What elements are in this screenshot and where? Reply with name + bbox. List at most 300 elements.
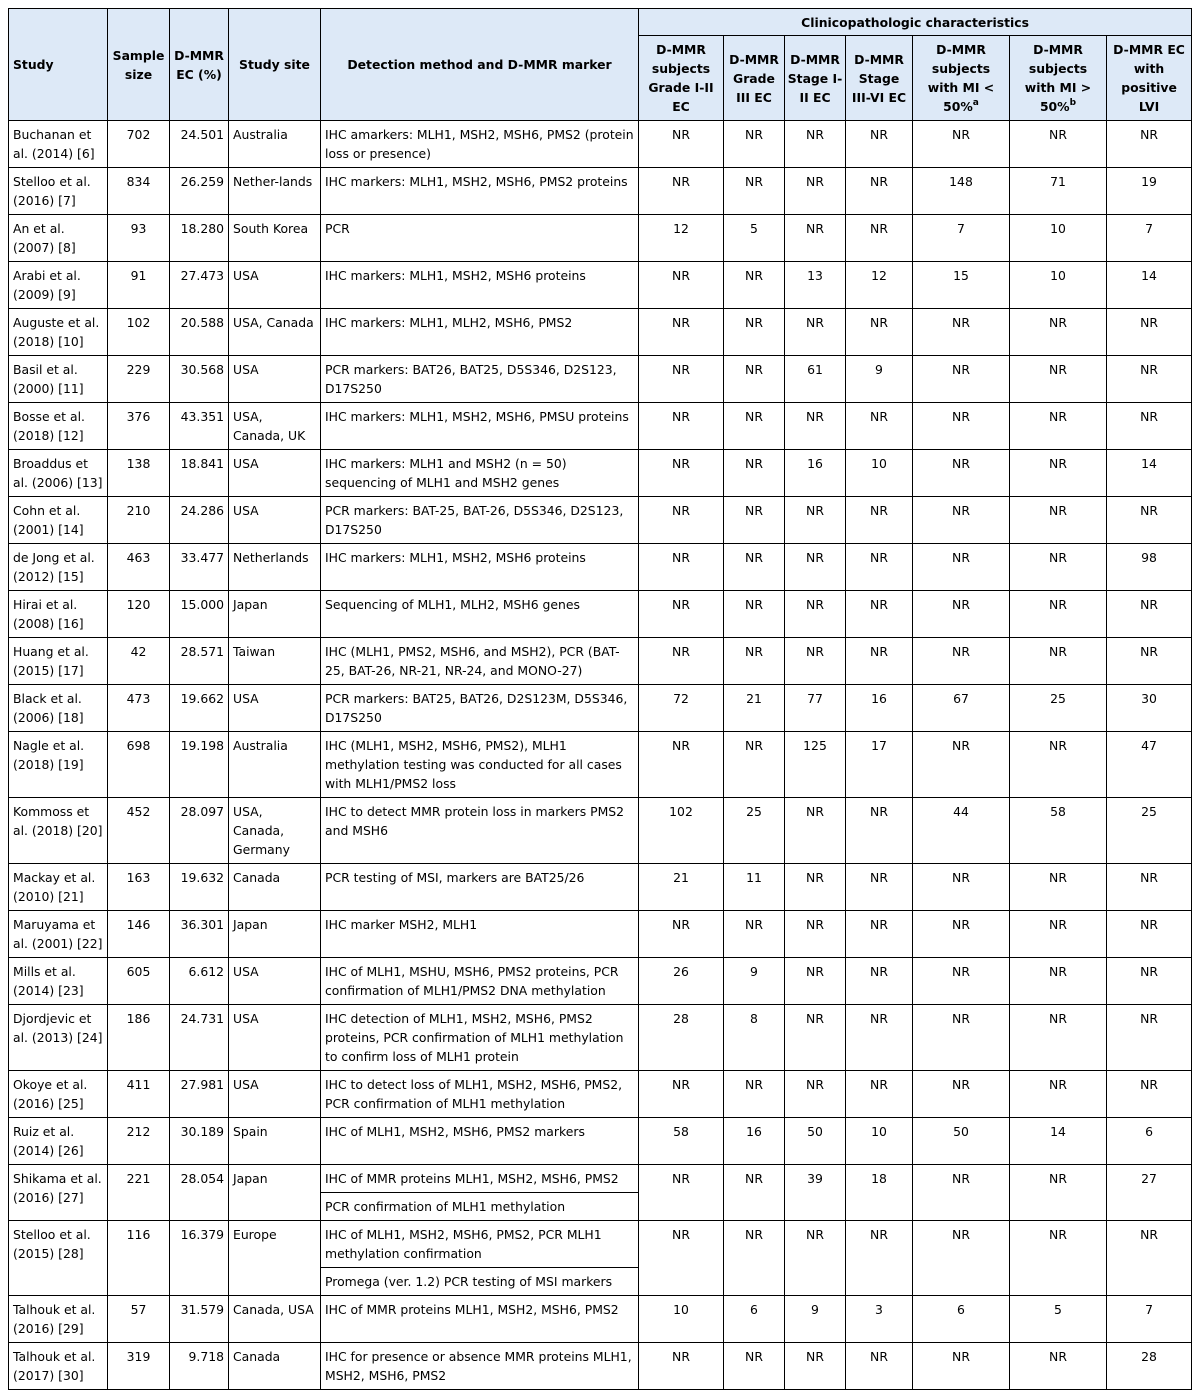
cell-mi-lt: 50 — [913, 1118, 1010, 1165]
cell-mi-lt: 15 — [913, 262, 1010, 309]
cell-method — [321, 958, 639, 1005]
col-header-stage-1-2: D-MMR Stage I-II EC — [785, 36, 846, 121]
cell-mi-gt: NR — [1010, 732, 1107, 798]
cell-study: Talhouk et al. (2016) [29] — [9, 1296, 108, 1343]
cell-lvi: 19 — [1107, 168, 1192, 215]
footnote-marker-b: b — [1069, 98, 1077, 108]
cell-study: Cohn et al. (2001) [14] — [9, 497, 108, 544]
cell-grade12: NR — [639, 450, 724, 497]
cell-sample: 91 — [108, 262, 170, 309]
cell-stage36: NR — [846, 911, 913, 958]
method-line: IHC markers: MLH1, MSH2, MSH6, PMSU proteins — [325, 409, 629, 424]
cell-study: Kommoss et al. (2018) [20] — [9, 798, 108, 864]
cell-stage12: 9 — [785, 1296, 846, 1343]
method-line: PCR confirmation of MLH1 methylation — [321, 1192, 638, 1220]
cell-stage12: NR — [785, 638, 846, 685]
cell-dmmr-pct: 28.571 — [170, 638, 229, 685]
cell-grade3: 5 — [724, 215, 785, 262]
cell-mi-gt: NR — [1010, 356, 1107, 403]
cell-sample: 212 — [108, 1118, 170, 1165]
cell-stage12: NR — [785, 1071, 846, 1118]
method-line: IHC markers: MLH1, MSH2, MSH6 proteins — [325, 550, 586, 565]
cell-method — [321, 1118, 639, 1165]
cell-stage36: 9 — [846, 356, 913, 403]
cell-mi-lt: NR — [913, 591, 1010, 638]
cell-mi-lt: NR — [913, 1071, 1010, 1118]
cell-grade3: NR — [724, 638, 785, 685]
cell-grade3: NR — [724, 262, 785, 309]
cell-lvi: NR — [1107, 121, 1192, 168]
cell-mi-gt: NR — [1010, 911, 1107, 958]
cell-grade12: NR — [639, 732, 724, 798]
method-line: IHC amarkers: MLH1, MSH2, MSH6, PMS2 (protein loss or presence) — [325, 127, 634, 161]
cell-grade12: NR — [639, 121, 724, 168]
cell-mi-lt: NR — [913, 1165, 1010, 1221]
table-row — [9, 958, 1192, 1005]
col-header-positive-lvi: D-MMR EC with positive LVI — [1107, 36, 1192, 121]
cell-stage36: NR — [846, 798, 913, 864]
cell-grade12: NR — [639, 1165, 724, 1221]
cell-grade3: NR — [724, 450, 785, 497]
cell-mi-lt: NR — [913, 638, 1010, 685]
cell-grade3: 21 — [724, 685, 785, 732]
cell-stage12: NR — [785, 1005, 846, 1071]
cell-study: Talhouk et al. (2017) [30] — [9, 1343, 108, 1390]
cell-stage12: 39 — [785, 1165, 846, 1221]
table-row — [9, 309, 1192, 356]
table-row — [9, 544, 1192, 591]
col-header-study-site: Study site — [229, 9, 321, 121]
table-row — [9, 1165, 1192, 1221]
cell-mi-lt: 67 — [913, 685, 1010, 732]
table-row — [9, 450, 1192, 497]
cell-stage36: NR — [846, 215, 913, 262]
cell-grade12: 21 — [639, 864, 724, 911]
cell-site: Australia — [229, 121, 321, 168]
method-line: IHC of MLH1, MSH2, MSH6, PMS2, PCR MLH1 methylation confirmation — [325, 1227, 602, 1261]
cell-stage12: NR — [785, 911, 846, 958]
cell-grade3: NR — [724, 168, 785, 215]
cell-method — [321, 497, 639, 544]
cell-grade3: 11 — [724, 864, 785, 911]
cell-mi-gt: 14 — [1010, 1118, 1107, 1165]
cell-grade3: NR — [724, 1221, 785, 1296]
cell-grade3: 6 — [724, 1296, 785, 1343]
table-row — [9, 685, 1192, 732]
cell-grade3: 9 — [724, 958, 785, 1005]
cell-dmmr-pct: 24.731 — [170, 1005, 229, 1071]
cell-mi-lt: NR — [913, 911, 1010, 958]
cell-site: Nether-lands — [229, 168, 321, 215]
cell-lvi: NR — [1107, 1005, 1192, 1071]
cell-stage36: NR — [846, 121, 913, 168]
cell-lvi: 25 — [1107, 798, 1192, 864]
cell-stage36: NR — [846, 638, 913, 685]
cell-lvi: NR — [1107, 497, 1192, 544]
method-line: IHC markers: MLH1, MLH2, MSH6, PMS2 — [325, 315, 573, 330]
cell-grade12: NR — [639, 544, 724, 591]
cell-sample: 319 — [108, 1343, 170, 1390]
cell-grade12: NR — [639, 309, 724, 356]
method-line: IHC markers: MLH1, MSH2, MSH6 proteins — [325, 268, 586, 283]
cell-dmmr-pct: 28.097 — [170, 798, 229, 864]
cell-dmmr-pct: 15.000 — [170, 591, 229, 638]
cell-method — [321, 1165, 639, 1221]
table-row — [9, 1005, 1192, 1071]
table-row — [9, 1118, 1192, 1165]
cell-grade12: 28 — [639, 1005, 724, 1071]
col-header-study: Study — [9, 9, 108, 121]
cell-sample: 163 — [108, 864, 170, 911]
table-row — [9, 732, 1192, 798]
cell-mi-gt: NR — [1010, 591, 1107, 638]
cell-stage12: NR — [785, 1221, 846, 1296]
cell-mi-gt: 5 — [1010, 1296, 1107, 1343]
cell-stage12: 61 — [785, 356, 846, 403]
cell-site: USA — [229, 356, 321, 403]
cell-sample: 605 — [108, 958, 170, 1005]
cell-dmmr-pct: 28.054 — [170, 1165, 229, 1221]
cell-study: Arabi et al. (2009) [9] — [9, 262, 108, 309]
cell-site: USA, Canada — [229, 309, 321, 356]
cell-stage36: NR — [846, 309, 913, 356]
method-line: PCR markers: BAT25, BAT26, D2S123M, D5S346, D17S250 — [325, 691, 628, 725]
cell-grade12: NR — [639, 1071, 724, 1118]
cell-stage36: NR — [846, 1221, 913, 1296]
cell-lvi: NR — [1107, 356, 1192, 403]
cell-site: Canada, USA — [229, 1296, 321, 1343]
cell-stage12: 77 — [785, 685, 846, 732]
cell-method — [321, 215, 639, 262]
cell-dmmr-pct: 36.301 — [170, 911, 229, 958]
method-line: IHC (MLH1, PMS2, MSH6, and MSH2), PCR (BAT-25, BAT-26, NR-21, NR-24, and MONO-27) — [325, 644, 620, 678]
cell-study: Maruyama et al. (2001) [22] — [9, 911, 108, 958]
cell-grade3: 16 — [724, 1118, 785, 1165]
cell-grade12: NR — [639, 1343, 724, 1390]
cell-mi-lt: NR — [913, 497, 1010, 544]
cell-lvi: 28 — [1107, 1343, 1192, 1390]
cell-lvi: 14 — [1107, 262, 1192, 309]
cell-dmmr-pct: 18.841 — [170, 450, 229, 497]
method-line: PCR testing of MSI, markers are BAT25/26 — [325, 870, 585, 885]
table-row — [9, 911, 1192, 958]
cell-stage36: 12 — [846, 262, 913, 309]
cell-grade3: 25 — [724, 798, 785, 864]
cell-lvi: NR — [1107, 403, 1192, 450]
cell-study: Stelloo et al. (2015) [28] — [9, 1221, 108, 1296]
method-line: IHC of MMR proteins MLH1, MSH2, MSH6, PMS2 — [325, 1302, 619, 1317]
cell-grade3: NR — [724, 911, 785, 958]
cell-stage36: NR — [846, 1005, 913, 1071]
cell-study: Mackay et al. (2010) [21] — [9, 864, 108, 911]
table-row — [9, 1296, 1192, 1343]
cell-stage36: NR — [846, 168, 913, 215]
cell-site: USA — [229, 262, 321, 309]
cell-grade12: 58 — [639, 1118, 724, 1165]
cell-dmmr-pct: 27.981 — [170, 1071, 229, 1118]
cell-mi-lt: NR — [913, 309, 1010, 356]
cell-method — [321, 638, 639, 685]
cell-mi-lt: NR — [913, 1343, 1010, 1390]
cell-grade3: 8 — [724, 1005, 785, 1071]
cell-dmmr-pct: 33.477 — [170, 544, 229, 591]
cell-site: USA — [229, 1071, 321, 1118]
cell-grade12: NR — [639, 911, 724, 958]
cell-grade3: NR — [724, 732, 785, 798]
cell-lvi: 7 — [1107, 1296, 1192, 1343]
cell-stage12: NR — [785, 497, 846, 544]
table-row — [9, 1071, 1192, 1118]
cell-stage12: NR — [785, 215, 846, 262]
cell-sample: 221 — [108, 1165, 170, 1221]
cell-sample: 57 — [108, 1296, 170, 1343]
cell-sample: 473 — [108, 685, 170, 732]
table-body — [9, 121, 1192, 1390]
cell-method — [321, 591, 639, 638]
cell-dmmr-pct: 18.280 — [170, 215, 229, 262]
cell-lvi: NR — [1107, 309, 1192, 356]
cell-dmmr-pct: 24.501 — [170, 121, 229, 168]
cell-sample: 702 — [108, 121, 170, 168]
col-header-grade-1-2: D-MMR subjects Grade I-II EC — [639, 36, 724, 121]
method-line: IHC for presence or absence MMR proteins MLH1, MSH2, MSH6, PMS2 — [325, 1349, 632, 1383]
col-header-mi-lt-50-label: D-MMR subjects with MI < 50% — [927, 42, 995, 114]
cell-sample: 834 — [108, 168, 170, 215]
cell-grade3: NR — [724, 121, 785, 168]
cell-stage36: NR — [846, 1071, 913, 1118]
cell-grade3: NR — [724, 591, 785, 638]
cell-grade3: NR — [724, 544, 785, 591]
cell-mi-lt: NR — [913, 121, 1010, 168]
table-row — [9, 356, 1192, 403]
table-row — [9, 215, 1192, 262]
cell-mi-lt: NR — [913, 544, 1010, 591]
cell-method — [321, 864, 639, 911]
method-line: PCR markers: BAT-25, BAT-26, D5S346, D2S123, D17S250 — [325, 503, 624, 537]
cell-study: Ruiz et al. (2014) [26] — [9, 1118, 108, 1165]
cell-method — [321, 121, 639, 168]
cell-sample: 210 — [108, 497, 170, 544]
cell-mi-gt: NR — [1010, 403, 1107, 450]
cell-stage12: NR — [785, 168, 846, 215]
cell-method — [321, 356, 639, 403]
cell-mi-lt: NR — [913, 864, 1010, 911]
method-line: IHC to detect loss of MLH1, MSH2, MSH6, PMS2, PCR confirmation of MLH1 methylation — [325, 1077, 623, 1111]
cell-sample: 120 — [108, 591, 170, 638]
cell-stage12: NR — [785, 864, 846, 911]
cell-sample: 698 — [108, 732, 170, 798]
footnote-marker-a: a — [972, 98, 979, 108]
cell-grade12: 26 — [639, 958, 724, 1005]
method-line: IHC marker MSH2, MLH1 — [325, 917, 478, 932]
cell-study: Shikama et al. (2016) [27] — [9, 1165, 108, 1221]
cell-grade12: NR — [639, 497, 724, 544]
cell-mi-lt: 6 — [913, 1296, 1010, 1343]
cell-stage36: NR — [846, 497, 913, 544]
cell-grade3: NR — [724, 356, 785, 403]
cell-dmmr-pct: 27.473 — [170, 262, 229, 309]
cell-method — [321, 450, 639, 497]
cell-grade3: NR — [724, 309, 785, 356]
cell-grade12: 10 — [639, 1296, 724, 1343]
cell-dmmr-pct: 30.568 — [170, 356, 229, 403]
cell-lvi: NR — [1107, 1221, 1192, 1296]
cell-dmmr-pct: 24.286 — [170, 497, 229, 544]
cell-mi-lt: 7 — [913, 215, 1010, 262]
cell-stage36: NR — [846, 591, 913, 638]
cell-grade3: NR — [724, 1165, 785, 1221]
cell-study: Black et al. (2006) [18] — [9, 685, 108, 732]
dmmr-studies-table — [8, 8, 1192, 1390]
cell-lvi: 98 — [1107, 544, 1192, 591]
cell-method — [321, 798, 639, 864]
cell-method — [321, 732, 639, 798]
cell-study: Auguste et al. (2018) [10] — [9, 309, 108, 356]
cell-grade12: 12 — [639, 215, 724, 262]
cell-mi-gt: NR — [1010, 1005, 1107, 1071]
cell-dmmr-pct: 43.351 — [170, 403, 229, 450]
cell-mi-lt: NR — [913, 732, 1010, 798]
cell-sample: 463 — [108, 544, 170, 591]
method-line: Promega (ver. 1.2) PCR testing of MSI markers — [321, 1267, 638, 1295]
cell-stage36: 3 — [846, 1296, 913, 1343]
cell-grade3: NR — [724, 1343, 785, 1390]
cell-mi-lt: NR — [913, 1005, 1010, 1071]
cell-dmmr-pct: 9.718 — [170, 1343, 229, 1390]
table-container — [8, 8, 1192, 1390]
cell-mi-gt: NR — [1010, 1343, 1107, 1390]
cell-stage12: 16 — [785, 450, 846, 497]
cell-lvi: NR — [1107, 958, 1192, 1005]
cell-stage12: 125 — [785, 732, 846, 798]
cell-method — [321, 1005, 639, 1071]
cell-stage12: NR — [785, 798, 846, 864]
cell-sample: 229 — [108, 356, 170, 403]
cell-study: Huang et al. (2015) [17] — [9, 638, 108, 685]
col-header-grade-3: D-MMR Grade III EC — [724, 36, 785, 121]
cell-stage36: 17 — [846, 732, 913, 798]
cell-mi-gt: 25 — [1010, 685, 1107, 732]
cell-site: USA, Canada, UK — [229, 403, 321, 450]
cell-grade12: NR — [639, 638, 724, 685]
cell-stage12: NR — [785, 403, 846, 450]
cell-stage12: NR — [785, 958, 846, 1005]
cell-mi-gt: NR — [1010, 121, 1107, 168]
cell-study: Nagle et al. (2018) [19] — [9, 732, 108, 798]
method-line: IHC of MLH1, MSH2, MSH6, PMS2 markers — [325, 1124, 585, 1139]
table-row — [9, 497, 1192, 544]
cell-stage36: 10 — [846, 1118, 913, 1165]
cell-study: Okoye et al. (2016) [25] — [9, 1071, 108, 1118]
cell-site: USA, Canada, Germany — [229, 798, 321, 864]
cell-method — [321, 1221, 639, 1296]
cell-site: Netherlands — [229, 544, 321, 591]
cell-sample: 146 — [108, 911, 170, 958]
method-line: IHC markers: MLH1, MSH2, MSH6, PMS2 proteins — [325, 174, 628, 189]
cell-mi-lt: 44 — [913, 798, 1010, 864]
cell-mi-gt: NR — [1010, 544, 1107, 591]
cell-stage36: 16 — [846, 685, 913, 732]
cell-mi-gt: NR — [1010, 309, 1107, 356]
cell-mi-gt: 10 — [1010, 215, 1107, 262]
cell-dmmr-pct: 26.259 — [170, 168, 229, 215]
cell-grade12: NR — [639, 262, 724, 309]
table-row — [9, 591, 1192, 638]
cell-sample: 116 — [108, 1221, 170, 1296]
cell-lvi: NR — [1107, 864, 1192, 911]
cell-site: Canada — [229, 864, 321, 911]
cell-grade3: NR — [724, 1071, 785, 1118]
cell-mi-lt: NR — [913, 403, 1010, 450]
cell-mi-gt: 71 — [1010, 168, 1107, 215]
cell-study: Stelloo et al. (2016) [7] — [9, 168, 108, 215]
cell-site: USA — [229, 1005, 321, 1071]
cell-lvi: 14 — [1107, 450, 1192, 497]
cell-site: Europe — [229, 1221, 321, 1296]
cell-sample: 411 — [108, 1071, 170, 1118]
cell-dmmr-pct: 19.632 — [170, 864, 229, 911]
cell-grade12: NR — [639, 591, 724, 638]
cell-stage36: NR — [846, 864, 913, 911]
cell-dmmr-pct: 19.662 — [170, 685, 229, 732]
cell-grade3: NR — [724, 497, 785, 544]
table-row — [9, 403, 1192, 450]
method-line: IHC markers: MLH1 and MSH2 (n = 50) sequencing of MLH1 and MSH2 genes — [325, 456, 567, 490]
cell-mi-gt: NR — [1010, 958, 1107, 1005]
cell-stage12: NR — [785, 309, 846, 356]
cell-dmmr-pct: 30.189 — [170, 1118, 229, 1165]
cell-site: Australia — [229, 732, 321, 798]
cell-sample: 42 — [108, 638, 170, 685]
cell-stage36: NR — [846, 958, 913, 1005]
cell-stage36: 18 — [846, 1165, 913, 1221]
cell-method — [321, 911, 639, 958]
cell-lvi: 7 — [1107, 215, 1192, 262]
cell-study: Hirai et al. (2008) [16] — [9, 591, 108, 638]
table-row — [9, 864, 1192, 911]
cell-mi-gt: NR — [1010, 497, 1107, 544]
cell-site: Spain — [229, 1118, 321, 1165]
cell-dmmr-pct: 20.588 — [170, 309, 229, 356]
col-header-sample-size: Sample size — [108, 9, 170, 121]
cell-mi-gt: NR — [1010, 1071, 1107, 1118]
cell-mi-lt: 148 — [913, 168, 1010, 215]
cell-lvi: 47 — [1107, 732, 1192, 798]
cell-study: An et al. (2007) [8] — [9, 215, 108, 262]
cell-site: Japan — [229, 911, 321, 958]
col-header-mi-gt-50-label: D-MMR subjects with MI > 50% — [1024, 42, 1092, 114]
cell-grade12: 72 — [639, 685, 724, 732]
cell-site: Japan — [229, 1165, 321, 1221]
cell-method — [321, 544, 639, 591]
table-row — [9, 1343, 1192, 1390]
method-line: PCR — [325, 221, 350, 236]
cell-dmmr-pct: 19.198 — [170, 732, 229, 798]
cell-stage12: NR — [785, 121, 846, 168]
table-row — [9, 262, 1192, 309]
cell-site: USA — [229, 497, 321, 544]
cell-site: Japan — [229, 591, 321, 638]
cell-site: USA — [229, 958, 321, 1005]
table-row — [9, 1221, 1192, 1296]
cell-study: Broaddus et al. (2006) [13] — [9, 450, 108, 497]
cell-study: Bosse et al. (2018) [12] — [9, 403, 108, 450]
cell-stage36: 10 — [846, 450, 913, 497]
cell-stage36: NR — [846, 403, 913, 450]
cell-sample: 93 — [108, 215, 170, 262]
col-header-dmmr-pct: D-MMR EC (%) — [170, 9, 229, 121]
cell-method — [321, 1071, 639, 1118]
